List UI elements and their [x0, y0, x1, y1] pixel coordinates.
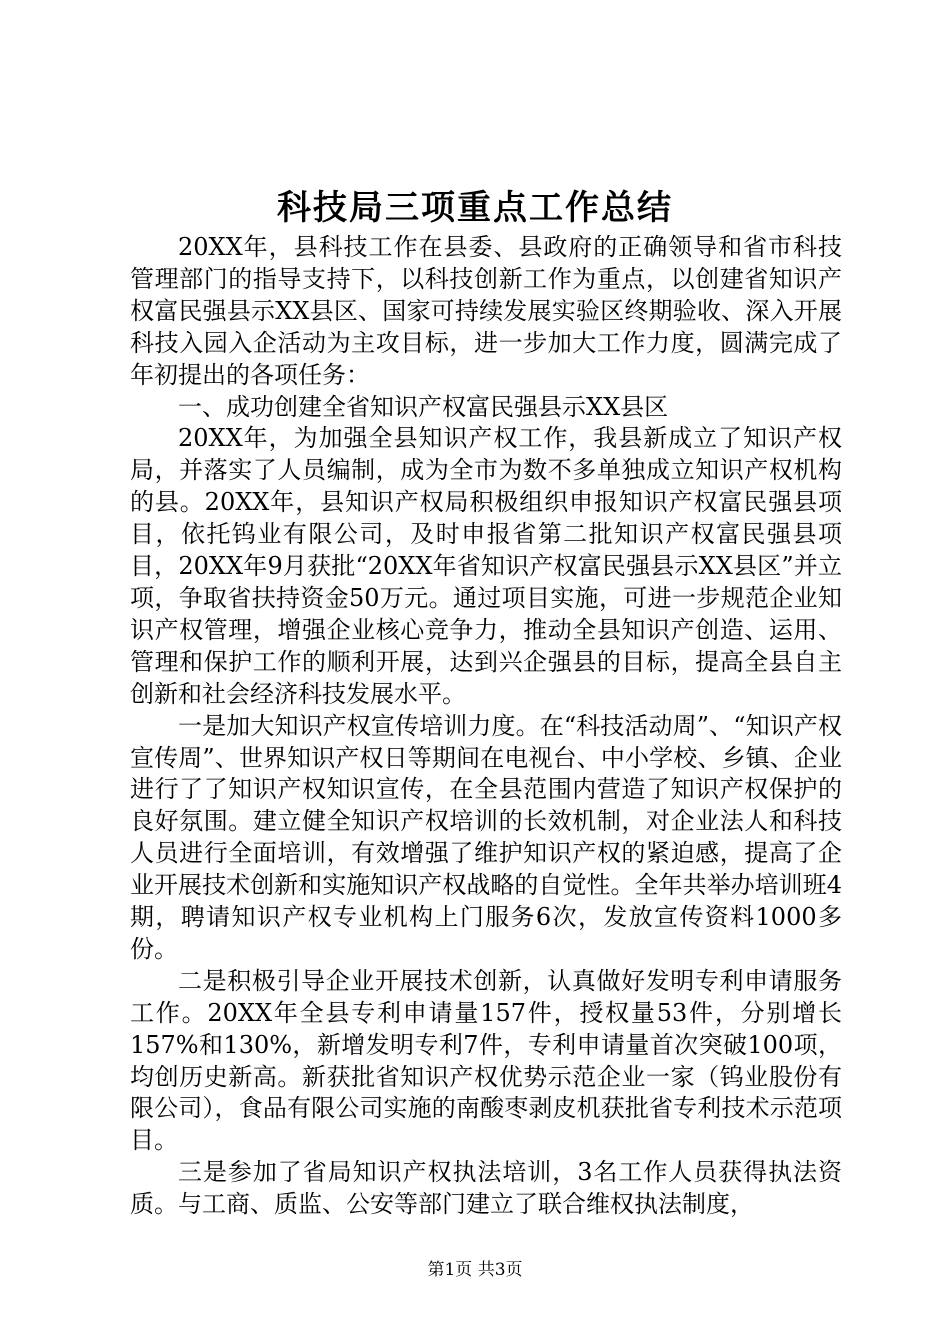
paragraph-point-3: 三是参加了省局知识产权执法培训，3名工作人员获得执法资质。与工商、质监、公安等部门建立了联合维权执法制度，: [130, 1158, 842, 1219]
paragraph-point-2: 二是积极引导企业开展技术创新，认真做好发明专利申请服务工作。20XX年全县专利申请量157件，授权量53件，分别增长157%和130%，新增发明专利7件，专利申请量首次突破100项，均创历史新高。新获批省知识产权优势示范企业一家（钨业股份有限公司），食品有限公司实施的南酸枣剥皮机获批省专利技术示范项目。: [130, 966, 842, 1155]
paragraph-section-1: 20XX年，为加强全县知识产权工作，我县新成立了知识产权局，并落实了人员编制，成为全市为数不多单独成立知识产权机构的县。20XX年，县知识产权局积极组织申报知识产权富民强县项目，依托钨业有限公司，及时申报省第二批知识产权富民强县项目，20XX年9月获批“20XX年省知识产权富民强县示XX县区”并立项，争取省扶持资金50万元。通过项目实施，可进一步规范企业知识产权管理，增强企业核心竞争力，推动全县知识产创造、运用、管理和保护工作的顺利开展，达到兴企强县的目标，提高全县自主创新和社会经济科技发展水平。: [130, 424, 842, 708]
paragraph-intro: 20XX年，县科技工作在县委、县政府的正确领导和省市科技管理部门的指导支持下，以科技创新工作为重点，以创建省知识产权富民强县示XX县区、国家可持续发展实验区终期验收、深入开展科技入园入企活动为主攻目标，进一步加大工作力度，圆满完成了年初提出的各项任务：: [130, 233, 842, 389]
section-heading-1: 一、成功创建全省知识产权富民强县示XX县区: [178, 392, 669, 421]
paragraph-point-1: 一是加大知识产权宣传培训力度。在“科技活动周”、“知识产权宣传周”、世界知识产权日等期间在电视台、中小学校、乡镇、企业进行了了知识产权知识宣传，在全县范围内营造了知识产权保护的良好氛围。建立健全知识产权培训的长效机制，对企业法人和科技人员进行全面培训，有效增强了维护知识产权的紧迫感，提高了企业开展技术创新和实施知识产权战略的自觉性。全年共举办培训班4期，聘请知识产权专业机构上门服务6次，发放宣传资料1000多份。: [130, 711, 842, 963]
page-footer: 第1页 共3页: [427, 1260, 523, 1280]
document-title: 科技局三项重点工作总结: [277, 188, 673, 228]
document-body: [130, 232, 842, 1221]
